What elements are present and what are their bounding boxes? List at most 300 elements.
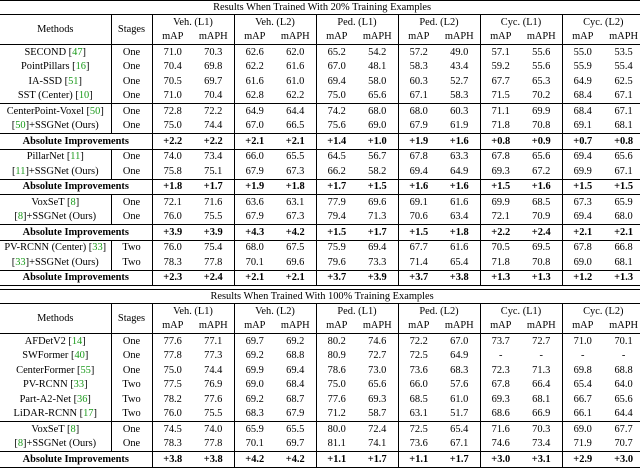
citation-link[interactable]: 11 [70,151,81,163]
improvement-value: +4.2 [275,225,316,241]
value-cell: 74.5 [152,422,193,437]
value-cell: 77.3 [204,350,223,362]
value-cell: 67.7 [480,74,521,89]
method-name [0,164,111,179]
value-cell: 74.0 [152,149,193,164]
method-name [0,407,111,422]
value-cell: 67.8 [398,149,439,164]
improvement-value: +2.4 [521,225,562,241]
value-cell: 68.4 [562,104,603,119]
table-row [0,378,640,393]
value-cell: 71.0 [152,89,193,104]
value-cell: 67.9 [234,210,275,225]
value-cell: 70.5 [152,74,193,89]
value-cell: 73.4 [193,149,234,164]
method-text: ] [102,242,107,254]
stage-cell: One [111,363,152,378]
value-cell: 74.0 [193,422,234,437]
value-cell: 71.6 [193,195,234,210]
improvement-row [0,179,640,195]
value-cell: 49.0 [439,45,480,60]
citation-link[interactable]: 55 [80,364,91,376]
value-cell: 67.1 [603,104,640,119]
method-text: [ [11,120,16,132]
value-cell: 73.0 [368,364,387,376]
value-cell: 73.4 [532,438,551,450]
table-row [0,45,640,60]
method-text: [ [11,165,16,177]
citation-link[interactable]: 40 [74,350,85,362]
value-cell: 67.7 [603,422,640,437]
method-text: Part-A2-Net [ [19,393,78,405]
value-cell: 67.1 [614,90,633,102]
value-cell: 78.3 [152,255,193,270]
method-text: ] [89,90,93,102]
value-cell: 77.6 [152,334,193,349]
method-text: PointPillars [ [21,61,76,73]
value-cell: 70.1 [234,437,275,452]
value-cell: 76.0 [152,407,193,422]
improvement-value: +3.0 [480,452,521,468]
method-name [0,210,111,225]
value-cell: 65.6 [368,379,387,391]
value-cell: 61.0 [286,75,305,87]
citation-link[interactable]: 36 [77,393,88,405]
method-name [0,60,111,75]
value-cell: 64.9 [562,74,603,89]
improvement-value: +1.6 [398,179,439,195]
value-cell: 71.5 [480,89,521,104]
improvement-row [0,134,640,150]
improvement-value: +3.8 [193,452,234,468]
value-cell: 66.2 [316,164,357,179]
method-name [0,378,111,393]
table-row [0,240,640,255]
table-row [0,104,640,119]
improvement-value: +1.5 [316,225,357,241]
method-text: IA-SSD [ [28,75,69,87]
improvement-value: +2.1 [562,225,603,241]
citation-link[interactable]: 8 [17,438,24,450]
value-cell: 67.3 [286,165,305,177]
value-cell: 66.9 [532,408,551,420]
value-cell: 74.4 [204,120,223,132]
value-cell: 70.1 [234,255,275,270]
table-row [0,195,640,210]
value-cell: 67.8 [480,378,521,393]
value-cell: 67.1 [450,438,469,450]
value-cell: 65.9 [603,195,640,210]
value-cell: 70.4 [204,90,223,102]
value-cell: 70.7 [614,438,633,450]
method-text: VoxSeT [ [31,423,71,435]
stage-cell: One [111,119,152,134]
improvement-value: +3.1 [521,452,562,468]
value-cell: 71.3 [368,211,387,223]
value-cell: 76.0 [152,240,193,255]
value-cell: 75.6 [316,119,357,134]
header-sub-map: mAP [480,30,521,45]
citation-link[interactable]: 47 [72,46,83,58]
improvement-value: +1.6 [521,179,562,195]
improvement-value: +1.3 [480,270,521,286]
method-name [0,45,111,60]
value-cell: 74.1 [368,438,387,450]
table-row [0,149,640,164]
method-text: ] [100,105,104,117]
method-text: ] [78,75,82,87]
improvement-row [0,225,640,241]
value-cell: 62.2 [286,90,305,102]
method-name [0,195,111,210]
value-cell: 60.3 [439,104,480,119]
method-text: ]+SSGNet (Ours) [23,211,97,223]
value-cell: 69.7 [286,438,305,450]
citation-link[interactable]: 51 [68,75,79,87]
value-cell: 72.2 [193,104,234,119]
value-cell: 61.6 [439,240,480,255]
value-cell: 69.9 [234,363,275,378]
value-cell: 69.0 [368,120,387,132]
header-group: Cyc. (L2) [562,15,640,30]
method-text: ] [82,335,86,347]
value-cell: 61.9 [450,120,469,132]
improvement-value: +1.7 [316,179,357,195]
value-cell: 57.1 [480,45,521,60]
improvement-value: +3.8 [439,270,480,286]
improvement-value: +1.5 [398,225,439,241]
header-group: Cyc. (L1) [480,304,562,319]
header-sub-maph: mAPH [280,320,310,332]
value-cell: 66.0 [398,378,439,393]
value-cell: 73.3 [368,256,387,268]
improvement-value: +2.4 [193,270,234,286]
improvement-value: +1.5 [562,179,603,195]
value-cell: 70.8 [532,256,551,268]
value-cell: 70.3 [193,45,234,60]
value-cell: 70.2 [532,90,551,102]
improvement-value: +1.6 [439,179,480,195]
value-cell: 63.1 [398,407,439,422]
value-cell: 71.3 [532,364,551,376]
value-cell: 65.5 [275,149,316,164]
citation-link[interactable]: 33 [92,242,103,254]
table-row [0,255,640,270]
value-cell: 68.4 [562,89,603,104]
method-text: [ [14,211,18,223]
value-cell: 74.6 [480,437,521,452]
value-cell: 62.5 [614,75,633,87]
value-cell: 80.9 [316,349,357,364]
value-cell: 69.9 [480,195,521,210]
value-cell: 69.8 [562,363,603,378]
stage-cell: Two [111,378,152,393]
citation-link[interactable]: 17 [83,408,94,420]
value-cell: 72.1 [152,195,193,210]
value-cell: 61.6 [234,74,275,89]
improvement-label: Absolute Improvements [0,452,152,468]
value-cell: 55.6 [521,45,562,60]
value-cell: 48.1 [368,61,387,73]
improvement-value: +1.1 [398,452,439,468]
value-cell: 71.0 [562,334,603,349]
value-cell: 63.6 [234,195,275,210]
value-cell: 67.7 [398,240,439,255]
header-sub-map: mAP [234,30,275,45]
method-text: CenterPoint-Voxel [ [6,105,90,117]
improvement-value: +4.3 [234,225,275,241]
value-cell: 72.5 [398,349,439,364]
value-cell: 56.7 [357,149,398,164]
improvement-value: +2.1 [275,134,316,150]
header-sub-maph: mAPH [526,320,556,332]
value-cell: 65.3 [532,75,551,87]
improvement-value: +3.9 [193,225,234,241]
value-cell: 78.2 [152,392,193,407]
value-cell: 68.0 [234,240,275,255]
header-group: Veh. (L2) [234,304,316,319]
header-sub-maph: mAPH [444,31,474,43]
table-title: Results When Trained With 100% Training Examples [0,290,640,304]
value-cell: 69.9 [521,104,562,119]
table-row [0,349,640,364]
stage-cell: One [111,422,152,437]
header-sub-maph: mAPH [526,31,556,43]
method-text: ] [80,151,84,163]
method-text: ] [84,350,89,362]
value-cell: 68.3 [234,407,275,422]
value-cell: 79.4 [316,210,357,225]
value-cell: 68.5 [398,392,439,407]
method-text: ]+SSGNet (Ours) [23,438,97,450]
value-cell: 64.5 [316,149,357,164]
improvement-value: +1.8 [275,179,316,195]
value-cell: 59.2 [480,60,521,75]
value-cell: 74.2 [316,104,357,119]
value-cell: 72.7 [521,334,562,349]
value-cell: 57.2 [398,45,439,60]
header-methods: Methods [0,15,111,45]
improvement-label: Absolute Improvements [0,179,152,195]
value-cell: 68.7 [286,393,305,405]
method-text: LiDAR-RCNN [ [13,408,84,420]
value-cell: 57.6 [450,379,469,391]
stage-cell: Two [111,255,152,270]
value-cell: 75.5 [204,408,223,420]
citation-link[interactable]: 50 [15,120,26,132]
value-cell: 65.6 [521,149,562,164]
value-cell: 63.1 [275,195,316,210]
value-cell: 67.3 [286,211,305,223]
value-cell: 68.5 [521,195,562,210]
method-text: ]+SSGNet (Ours) [25,165,99,177]
citation-link[interactable]: 50 [89,105,101,117]
table-row [0,392,640,407]
value-cell: 72.1 [480,210,521,225]
value-cell: 69.6 [286,256,305,268]
header-sub-map: mAP [562,30,603,45]
value-cell: 73.7 [480,334,521,349]
value-cell: 67.0 [316,60,357,75]
improvement-value: +1.7 [357,225,398,241]
method-text: ] [87,393,91,405]
stage-cell: One [111,45,152,60]
value-cell: 68.4 [286,379,305,391]
stage-cell: One [111,60,152,75]
header-sub-maph: mAPH [444,320,474,332]
value-cell: 75.0 [152,119,193,134]
table-row [0,210,640,225]
value-cell: 67.9 [398,119,439,134]
value-cell: 66.7 [562,392,603,407]
improvement-value: +1.5 [480,179,521,195]
method-name [0,89,111,104]
stage-cell: One [111,74,152,89]
value-cell: 79.6 [316,255,357,270]
value-cell: 69.3 [480,392,521,407]
value-cell: 65.4 [450,256,469,268]
value-cell: 64.9 [450,165,469,177]
header-group: Veh. (L2) [234,15,316,30]
value-cell: 70.1 [603,334,640,349]
method-name [0,334,111,349]
improvement-value: +1.7 [439,452,480,468]
header-sub-maph: mAPH [609,320,638,332]
improvement-value: +2.1 [234,270,275,286]
stage-cell: One [111,195,152,210]
value-cell: 78.3 [152,437,193,452]
value-cell: 67.0 [234,119,275,134]
citation-link[interactable]: 10 [78,90,90,102]
method-name [0,349,111,364]
table-row [0,60,640,75]
improvement-value: +2.9 [562,452,603,468]
stage-cell: One [111,104,152,119]
value-cell: 76.9 [204,379,223,391]
value-cell: 65.6 [603,149,640,164]
method-text: ] [75,196,80,208]
citation-link[interactable]: 33 [73,379,85,391]
table-row [0,119,640,134]
citation-link[interactable]: 11 [15,165,26,177]
value-cell: 71.6 [480,422,521,437]
improvement-value: +1.6 [439,134,480,150]
value-cell: 55.6 [532,61,551,73]
improvement-value: +2.1 [603,225,640,241]
value-cell: 67.1 [614,165,633,177]
value-cell: 51.7 [450,408,469,420]
improvement-value: +3.0 [603,452,640,468]
value-cell: 58.2 [368,165,387,177]
value-cell: 68.3 [450,364,469,376]
value-cell: 64.0 [614,379,633,391]
improvement-value: +1.4 [316,134,357,150]
value-cell: 77.5 [152,378,193,393]
value-cell: 67.9 [234,164,275,179]
header-sub-map: mAP [316,319,357,334]
value-cell: 65.6 [368,90,387,102]
value-cell: - [562,349,603,364]
value-cell: 71.2 [316,407,357,422]
value-cell: 68.0 [614,211,633,223]
header-group: Ped. (L1) [316,15,398,30]
method-text: CenterFormer [ [16,364,81,376]
method-text: SECOND [ [24,46,73,58]
value-cell: 58.0 [368,75,387,87]
value-cell: 69.1 [562,119,603,134]
improvement-value: +2.2 [480,225,521,241]
header-sub-map: mAP [398,30,439,45]
value-cell: 69.0 [234,378,275,393]
method-name [0,255,111,270]
value-cell: 69.5 [521,240,562,255]
header-sub-maph: mAPH [609,31,638,43]
improvement-value: +3.7 [316,270,357,286]
improvement-value: +2.1 [234,134,275,150]
citation-link[interactable]: 8 [17,211,24,223]
value-cell: 62.8 [234,89,275,104]
value-cell: 77.1 [193,334,234,349]
value-cell: 69.4 [398,164,439,179]
improvement-value: +1.2 [562,270,603,286]
citation-link[interactable]: 33 [15,256,26,268]
stage-cell: One [111,149,152,164]
value-cell: 75.9 [316,240,357,255]
header-group: Veh. (L1) [152,15,234,30]
method-text: ]+SSGNet (Ours) [25,256,99,268]
value-cell: 68.1 [614,120,633,132]
improvement-value: +3.9 [357,270,398,286]
stage-cell: One [111,334,152,349]
method-name [0,363,111,378]
method-text: VoxSeT [ [31,196,71,208]
value-cell: 69.3 [480,164,521,179]
method-name [0,392,111,407]
method-text: SWFormer [ [22,350,75,362]
header-sub-map: mAP [398,319,439,334]
citation-link[interactable]: 8 [70,423,76,435]
value-cell: 69.7 [234,334,275,349]
value-cell: 80.0 [316,422,357,437]
citation-link[interactable]: 8 [70,196,76,208]
citation-link[interactable]: 16 [75,61,86,73]
value-cell: 69.4 [316,74,357,89]
value-cell: 43.4 [450,61,469,73]
value-cell: 77.6 [204,393,223,405]
value-cell: 69.0 [562,255,603,270]
method-name [0,104,111,119]
citation-link[interactable]: 14 [71,335,83,347]
value-cell: 67.2 [532,165,551,177]
value-cell: 76.0 [152,210,193,225]
improvement-value: +1.7 [193,179,234,195]
method-name [0,240,111,255]
value-cell: 62.6 [234,45,275,60]
improvement-value: +1.5 [357,179,398,195]
stage-cell: Two [111,407,152,422]
value-cell: 66.4 [532,379,551,391]
stage-cell: Two [111,392,152,407]
value-cell: 61.6 [286,61,305,73]
table-row [0,89,640,104]
value-cell: 67.3 [562,195,603,210]
value-cell: 77.6 [316,392,357,407]
value-cell: 67.8 [562,240,603,255]
value-cell: 69.3 [368,393,387,405]
stage-cell: One [111,210,152,225]
value-cell: - [621,350,626,362]
value-cell: 66.8 [603,240,640,255]
